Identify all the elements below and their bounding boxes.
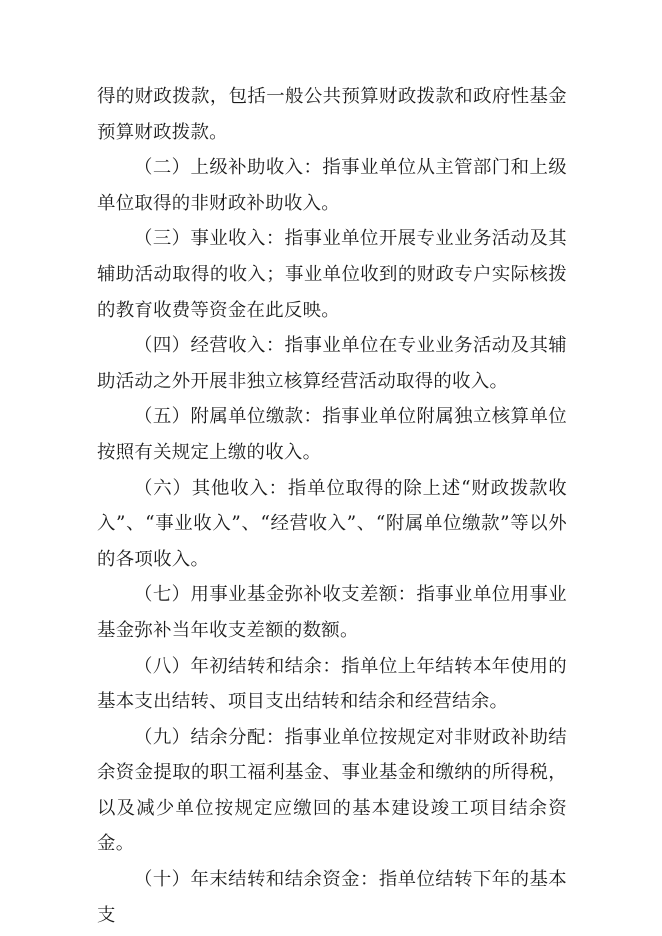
paragraph-item-2: （二）上级补助收入：指事业单位从主管部门和上级单位取得的非财政补助收入。 xyxy=(97,157,567,214)
paragraph-item-8: （八）年初结转和结余：指单位上年结转本年使用的基本支出结转、项目支出结转和结余和经营结余。 xyxy=(97,655,567,713)
paragraph-item-4: （四）经营收入：指事业单位在专业业务活动及其辅助活动之外开展非独立核算经营活动取得的收入。 xyxy=(97,335,567,392)
document-body xyxy=(97,79,567,933)
paragraph-continuation: 得的财政拨款，包括一般公共预算财政拨款和政府性基金预算财政拨款。 xyxy=(97,86,567,143)
paragraph-item-10: （十）年末结转和结余资金：指单位结转下年的基本支 xyxy=(97,869,567,926)
paragraph-item-9: （九）结余分配：指事业单位按规定对非财政补助结余资金提取的职工福利基金、事业基金和缴纳的所得税，以及减少单位按规定应缴回的基本建设竣工项目结余资金。 xyxy=(97,726,567,855)
paragraph-item-3: （三）事业收入：指事业单位开展专业业务活动及其辅助活动取得的收入；事业单位收到的财政专户实际核拨的教育收费等资金在此反映。 xyxy=(97,228,567,321)
paragraph-item-6: （六）其他收入：指单位取得的除上述“财政拨款收入”、“事业收入”、“经营收入”、“附属单位缴款”等以外的各项收入。 xyxy=(97,477,567,570)
paragraph-item-7: （七）用事业基金弥补收支差额：指事业单位用事业基金弥补当年收支差额的数额。 xyxy=(97,584,567,641)
paragraph-item-5: （五）附属单位缴款：指事业单位附属独立核算单位按照有关规定上缴的收入。 xyxy=(97,406,567,463)
